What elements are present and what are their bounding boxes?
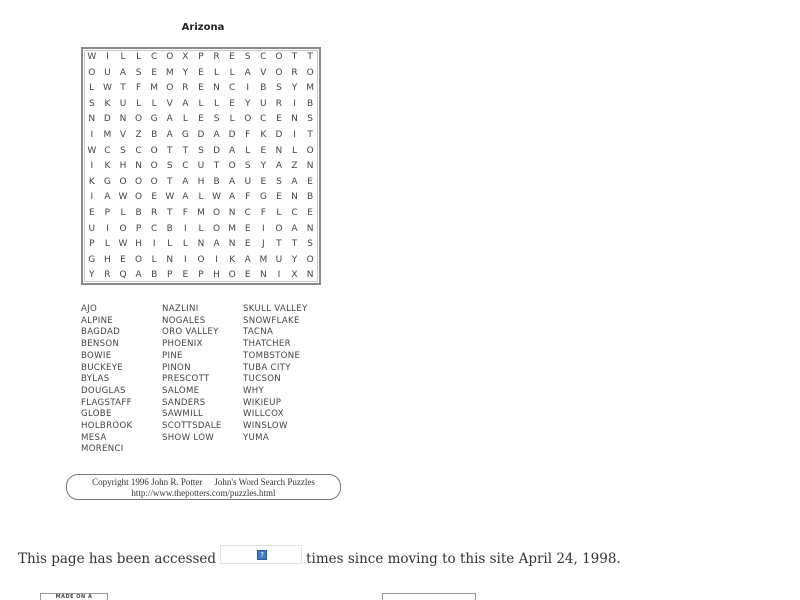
grid-cell: O [135,114,143,125]
grid-cell: T [307,52,313,62]
access-counter-line [18,549,621,568]
word-list-column [243,304,333,456]
word-list-item: BUCKEYE [81,362,124,373]
grid-cell: C [151,52,158,62]
grid-cell: O [275,52,283,62]
grid-cell: H [213,270,220,281]
grid-cell: N [291,114,298,125]
word-list-item: WINSLOW [243,421,288,432]
grid-cell: U [88,223,96,234]
grid-cell: E [229,98,235,109]
grid-cell: N [88,114,96,125]
grid-cell: A [244,254,251,265]
grid-cell: E [229,52,235,62]
grid-cell: Z [291,161,298,172]
word-list-item: THATCHER [243,339,291,350]
grid-cell: C [135,145,142,156]
grid-cell: L [136,98,142,109]
grid-cell: N [135,161,142,172]
grid-cell: E [88,207,95,218]
word-list-item: NOGALES [162,315,206,326]
grid-cell: O [228,270,236,281]
grid-cell: F [135,83,142,94]
grid-cell: Q [119,270,127,281]
grid-cell: I [262,223,265,234]
grid-cell: U [244,176,252,187]
grid-cell: C [228,83,236,94]
word-list-item: TUBA CITY [243,362,291,373]
grid-cell: N [259,270,267,281]
grid-cell: I [215,254,218,265]
grid-cell: H [197,176,205,187]
grid-cell: R [104,270,111,281]
counter-text-after: times since moving to this site April 24, 1998. [306,550,621,567]
word-list-item: SALOME [162,385,200,396]
word-list-item: AJO [81,304,98,314]
grid-cell: E [244,239,251,250]
grid-cell: A [166,129,173,140]
grid-cell: C [104,145,111,156]
word-list-item: PINON [162,362,191,373]
copyright-line-1 [67,477,340,488]
grid-cell: I [184,223,187,234]
grid-cell: A [182,98,189,109]
grid-cell: U [104,67,111,78]
word-list-item: PRESCOTT [162,374,210,385]
grid-cell: L [89,83,95,94]
grid-cell: S [307,114,313,125]
word-list-item: YUMA [243,432,270,443]
grid-cell: S [166,161,173,172]
grid-cell: L [214,67,220,78]
grid-cell: T [276,239,282,250]
grid-cell: E [276,114,282,125]
grid-cell: S [198,145,204,156]
grid-cell: M [165,67,174,78]
grid-cell: I [184,254,187,265]
grid-cell: L [151,98,157,109]
grid-cell: K [104,98,111,109]
word-list-item: SANDERS [162,397,206,408]
grid-cell: L [182,239,188,250]
grid-cell: I [293,98,296,109]
grid-cell: T [167,145,173,156]
grid-cell: P [89,239,95,250]
grid-cell: O [275,67,283,78]
grid-cell: C [291,207,298,218]
footer-badge-right[interactable] [382,593,476,600]
grid-cell: A [104,192,111,203]
grid-cell: B [307,98,314,109]
grid-cell: M [150,83,159,94]
grid-cell: L [120,52,126,62]
grid-cell: D [103,114,111,125]
grid-cell: L [292,145,298,156]
grid-cell: B [166,223,173,234]
grid-cell: L [198,192,204,203]
grid-cell: L [214,98,220,109]
grid-cell: A [182,176,189,187]
grid-cell: O [275,223,283,234]
grid-cell: C [260,114,267,125]
grid-cell: O [135,176,143,187]
grid-cell: I [277,270,281,281]
grid-cell: F [182,207,188,218]
word-list-item: MESA [81,432,107,443]
counter-text-before: This page has been accessed [18,550,217,567]
grid-cell: W [102,83,112,94]
grid-cell: E [307,176,313,187]
grid-cell: L [276,207,282,218]
word-list-item: WILLCOX [243,409,284,420]
grid-cell: X [291,270,298,281]
grid-cell: T [167,207,173,218]
grid-cell: E [151,67,158,78]
grid-cell: N [275,145,283,156]
grid-cell: K [260,129,267,140]
word-list-item: NAZLINI [162,304,199,314]
word-list-item: BYLAS [81,374,110,385]
grid-cell: I [106,223,109,234]
grid-cell: O [228,161,236,172]
word-list-item: SCOTTSDALE [162,421,222,432]
grid-cell: O [306,145,314,156]
grid-cell: W [118,192,128,203]
grid-cell: O [166,52,174,62]
grid-cell: B [135,207,142,218]
grid-cell: W [212,192,221,203]
grid-cell: E [244,223,251,234]
grid-cell: P [198,52,204,62]
grid-cell: L [151,254,157,265]
grid-cell: A [291,176,298,187]
grid-cell: S [276,83,282,94]
grid-cell: P [104,207,111,218]
grid-cell: G [88,254,96,265]
grid-cell: S [307,239,313,250]
grid-cell: M [306,83,314,94]
grid-cell: I [246,83,250,94]
grid-cell: Y [182,67,189,78]
grid-cell: V [166,98,173,109]
grid-cell: T [182,145,189,156]
word-list-item: BOWIE [81,350,112,361]
word-list-item: SKULL VALLEY [243,304,308,314]
word-list-item: PHOENIX [162,339,203,350]
grid-cell: E [260,145,267,156]
grid-cell: R [213,52,220,62]
grid-cell: L [229,114,235,125]
grid-cell: T [213,161,220,172]
word-list-item: SNOWFLAKE [243,315,300,326]
grid-cell: L [120,207,126,218]
grid-cell: E [182,270,189,281]
grid-cell: E [307,207,313,218]
grid-cell: M [197,207,205,218]
grid-cell: O [150,176,158,187]
copyright-url-link[interactable]: http://www.thepotters.com/puzzles.html [131,487,276,498]
grid-cell: F [260,207,266,218]
grid-cell: U [260,98,267,109]
grid-cell: N [119,114,127,125]
grid-cell: U [119,98,127,109]
grid-cell: T [291,52,298,62]
grid-cell: D [275,129,283,140]
grid-cell: S [276,176,282,187]
word-list-column [81,304,162,456]
word-search-grid [84,50,318,284]
grid-cell: M [228,223,237,234]
made-on-badge[interactable]: MADE ON A [40,593,108,600]
grid-cell: T [291,239,298,250]
grid-cell: N [197,239,205,250]
grid-cell: K [88,176,95,187]
word-list-item: ALPINE [81,315,114,326]
grid-cell: R [151,207,158,218]
grid-cell: E [260,176,267,187]
grid-cell: I [90,192,94,203]
grid-cell: M [259,254,268,265]
grid-cell: T [120,83,126,94]
grid-cell: R [291,67,298,78]
grid-cell: S [244,52,251,62]
word-list-item: MORENCI [81,444,124,455]
grid-cell: O [197,254,205,265]
word-list-item: ORO VALLEY [162,327,219,338]
grid-cell: Z [135,129,142,140]
grid-cell: E [276,192,282,203]
grid-cell: A [244,67,251,78]
grid-cell: E [151,192,158,203]
grid-cell: E [198,83,204,94]
grid-cell: O [244,114,252,125]
word-list-item: WHY [243,385,265,396]
word-list-item: BAGDAD [81,327,121,338]
grid-cell: R [275,98,283,109]
grid-cell: H [119,161,127,172]
grid-cell: X [182,52,189,62]
grid-cell: A [275,161,282,172]
grid-cell: Y [260,161,267,172]
grid-cell: J [262,239,265,250]
grid-cell: O [119,176,127,187]
grid-cell: N [306,270,314,281]
grid-cell: G [259,192,267,203]
grid-cell: A [291,223,298,234]
grid-cell: A [119,67,127,78]
word-list-item: SHOW LOW [162,432,215,443]
grid-cell: P [198,270,204,281]
grid-cell: K [229,254,236,265]
counter-image [220,545,302,564]
grid-cell: A [135,270,142,281]
grid-cell: E [198,114,204,125]
grid-cell: D [228,129,236,140]
grid-cell: E [198,67,204,78]
word-list-item: WIKIEUP [243,397,282,408]
grid-cell: C [151,223,158,234]
word-list-item: HOLBROOK [81,421,133,432]
grid-cell: A [182,192,189,203]
grid-cell: N [228,239,236,250]
puzzle-series-text: John's Word Search Puzzles [214,477,315,487]
grid-cell: E [120,254,126,265]
grid-cell: S [213,114,220,125]
grid-cell: O [150,145,158,156]
grid-cell: O [213,223,221,234]
broken-image-icon: ? [257,550,267,560]
grid-cell: S [120,145,126,156]
grid-cell: L [229,67,235,78]
grid-cell: F [245,129,251,140]
grid-cell: I [106,52,109,62]
word-list-item: PINE [162,350,183,361]
grid-cell: M [103,129,112,140]
grid-cell: N [306,223,314,234]
grid-cell: T [307,129,313,140]
grid-cell: L [245,145,251,156]
grid-cell: Y [291,83,298,94]
grid-cell: Y [244,98,251,109]
grid-cell: E [244,270,251,281]
grid-cell: V [260,67,267,78]
word-list-item: TOMBSTONE [243,350,301,361]
grid-cell: S [244,161,251,172]
grid-cell: S [135,67,142,78]
grid-cell: T [167,176,173,187]
grid-cell: A [229,176,236,187]
grid-cell: U [197,161,205,172]
grid-cell: I [293,129,296,140]
grid-cell: O [135,254,143,265]
grid-cell: R [182,83,189,94]
grid-cell: B [213,176,220,187]
grid-cell: L [104,239,110,250]
grid-cell: G [150,114,158,125]
word-list-item: SAWMILL [162,409,204,420]
grid-cell: O [150,161,158,172]
grid-cell: L [198,223,204,234]
grid-cell: W [118,239,128,250]
copyright-text: Copyright 1996 John R. Potter [92,477,203,487]
grid-cell: G [103,176,111,187]
grid-cell: N [228,207,236,218]
grid-cell: O [119,223,127,234]
grid-cell: V [119,129,127,140]
grid-cell: B [151,270,158,281]
grid-cell: H [135,239,142,250]
grid-cell: A [166,114,173,125]
grid-cell: A [213,239,220,250]
grid-cell: D [213,145,221,156]
grid-cell: N [291,192,298,203]
grid-cell: L [136,52,142,62]
word-list-item: GLOBE [81,409,112,420]
grid-cell: B [151,129,158,140]
word-list-item: FLAGSTAFF [81,397,132,408]
grid-cell: W [87,52,97,62]
grid-cell: C [260,52,267,62]
grid-cell: W [165,192,175,203]
grid-cell: U [275,254,283,265]
grid-cell: L [167,239,173,250]
grid-cell: A [213,129,220,140]
grid-cell: O [166,83,174,94]
grid-cell: Y [291,254,298,265]
grid-cell: C [244,207,251,218]
grid-cell: I [152,239,156,250]
word-list-item: TACNA [243,327,274,338]
grid-cell: O [306,67,314,78]
word-list-item: TUCSON [243,374,281,385]
grid-cell: N [166,254,174,265]
grid-cell: L [182,114,188,125]
grid-cell: A [229,145,236,156]
grid-cell: I [90,161,94,172]
grid-cell: S [88,98,95,109]
grid-cell: K [104,161,111,172]
grid-cell: I [90,129,94,140]
grid-cell: O [88,67,96,78]
grid-cell: Y [89,270,95,281]
grid-cell: O [306,254,314,265]
word-list [81,304,333,456]
grid-cell: W [87,145,97,156]
grid-cell: B [260,83,267,94]
grid-cell: A [229,192,236,203]
grid-cell: L [198,98,204,109]
grid-cell: D [197,129,205,140]
grid-cell: O [213,207,221,218]
word-list-item: DOUGLAS [81,385,126,396]
grid-cell: F [245,192,251,203]
copyright-box [66,474,341,500]
grid-cell: G [181,129,189,140]
puzzle-title: Arizona [181,22,225,33]
grid-cell: N [306,161,314,172]
grid-cell: N [213,83,220,94]
grid-cell: H [104,254,111,265]
word-list-column [162,304,243,456]
word-list-item: BENSON [81,339,120,350]
grid-cell: B [307,192,314,203]
grid-cell: P [135,223,142,234]
grid-cell: P [167,270,173,281]
grid-cell: O [135,192,143,203]
grid-cell: C [182,161,189,172]
